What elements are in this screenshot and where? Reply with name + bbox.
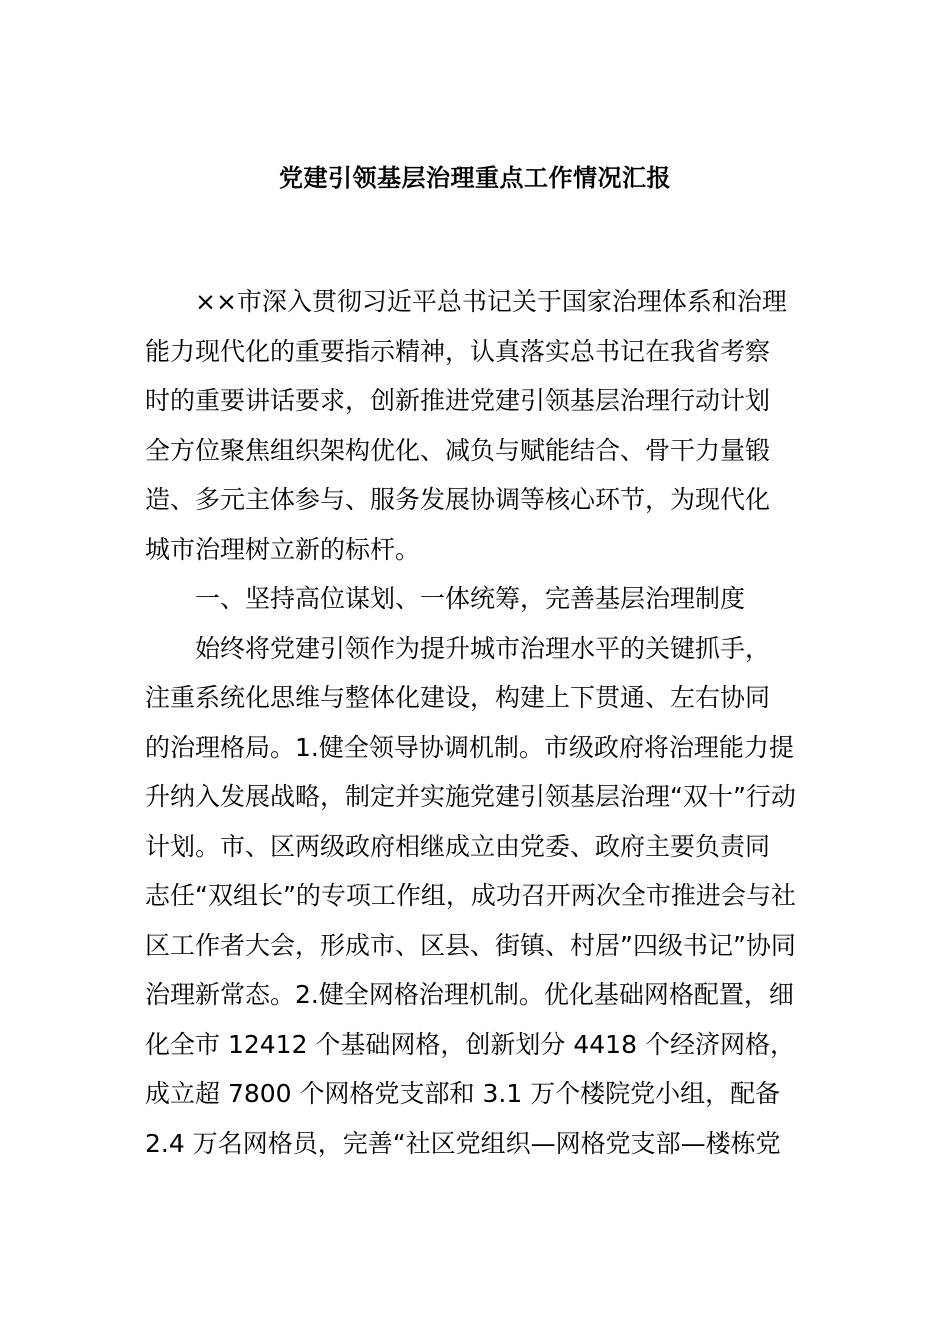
paragraph-line: 志任“双组长”的专项工作组，成功召开两次全市推进会与社 [145,881,796,910]
document-body [145,277,807,1168]
paragraph-line: 成立超 7800 个网格党支部和 3.1 万个楼院党小组，配备 [145,1079,781,1108]
section-heading: 一、坚持高位谋划、一体统筹，完善基层治理制度 [195,584,746,613]
paragraph-line: 升纳入发展战略，制定并实施党建引领基层治理“双十”行动 [145,782,796,811]
paragraph-line: 注重系统化思维与整体化建设，构建上下贯通、左右协同 [145,683,771,712]
paragraph-line: 始终将党建引领作为提升城市治理水平的关键抓手， [195,633,771,663]
paragraph-line: ××市深入贯彻习近平总书记关于国家治理体系和治理 [195,287,787,316]
paragraph-line: 计划。市、区两级政府相继成立由党委、政府主要负责同 [145,831,771,861]
paragraph-line: 区工作者大会，形成市、区县、街镇、村居”四级书记”协同 [145,930,796,960]
paragraph-line: 2.4 万名网格员，完善“社区党组织—网格党支部—楼栋党 [145,1128,781,1158]
paragraph-line: 能力现代化的重要指示精神，认真落实总书记在我省考察 [145,336,771,366]
paragraph-line: 城市治理树立新的标杆。 [145,534,421,564]
paragraph-line: 时的重要讲话要求，创新推进党建引领基层治理行动计划 [145,386,771,415]
paragraph-line: 治理新常态。2.健全网格治理机制。优化基础网格配置，细 [145,980,794,1009]
paragraph-line: 全方位聚焦组织架构优化、减负与赋能结合、骨干力量锻 [145,435,771,465]
paragraph-line: 化全市 12412 个基础网格，创新划分 4418 个经济网格， [145,1029,795,1059]
document-title: 党建引领基层治理重点工作情况汇报 [279,164,671,192]
paragraph-line: 的治理格局。1.健全领导协调机制。市级政府将治理能力提 [145,732,794,762]
paragraph-line: 造、多元主体参与、服务发展协调等核心环节，为现代化 [145,485,771,514]
